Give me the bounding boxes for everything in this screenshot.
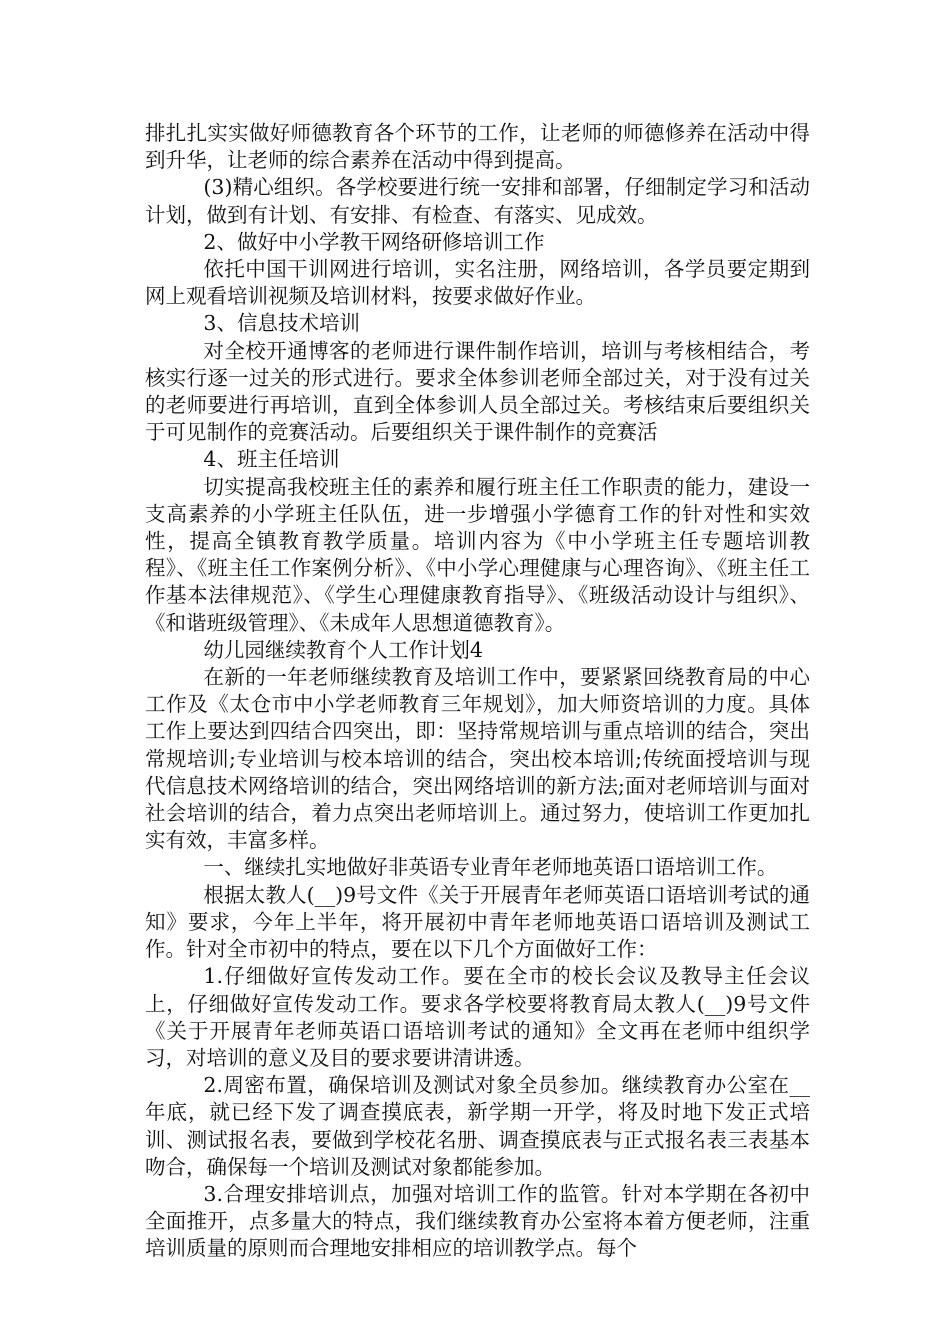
heading-work-plan-4: 幼儿园继续教育个人工作计划4 [203, 637, 483, 662]
paragraph-network-training: 依托中国干训网进行培训，实名注册，网络培训，各学员要定期到网上观看培训视频及培训材料，按要求做好作业。 [145, 257, 810, 309]
paragraph-arrangement: 2.周密布置，确保培训及测试对象全员参加。继续教育办公室在__年底，就已经下发了调查摸底表，新学期一开学，将及时地下发正式培训、测试报名表，要做到学校花名册、调查摸底表与正式报名表三表基本吻合，确保每一个培训及测试对象都能参加。 [145, 1073, 810, 1179]
paragraph-work-plan-intro: 在新的一年老师继续教育及培训工作中，要紧紧回绕教育局的中心工作及《太仓市中小学老师教育三年规划》，加大师资培训的力度。具体工作上要达到四结合四突出，即：坚持常规培训与重点培训的结合，突出常规培训;专业培训与校本培训的结合，突出校本培训;传统面授培训与现代信息技术网络培训的结合，突出网络培训的新方法;面对老师培训与面对社会培训的结合，着力点突出老师培训上。通过努力，使培训工作更加扎实有效，丰富多样。 [145, 665, 810, 853]
document-page [145, 120, 810, 1263]
paragraph-publicity: 1.仔细做好宣传发动工作。要在全市的校长会议及教导主任会议上，仔细做好宣传发动工作。要求各学校要将教育局太教人(__)9号文件《关于开展青年老师英语口语培训考试的通知》全文再在老师中组织学习，对培训的意义及目的要求要讲清讲透。 [145, 964, 810, 1070]
heading-network-training: 2、做好中小学教干网络研修培训工作 [203, 229, 545, 254]
heading-it-training: 3、信息技术培训 [203, 311, 360, 336]
heading-english-oral-training: 一、继续扎实地做好非英语专业青年老师地英语口语培训工作。 [203, 855, 778, 880]
paragraph-teacher-ethics-continuation: 排扎扎实实做好师德教育各个环节的工作，让老师的师德修养在活动中得到升华，让老师的综合素养在活动中得到提高。 [145, 121, 810, 173]
heading-class-teacher-training: 4、班主任培训 [203, 447, 340, 472]
paragraph-careful-organization: (3)精心组织。各学校要进行统一安排和部署，仔细制定学习和活动计划，做到有计划、有安排、有检查、有落实、见成效。 [145, 175, 810, 227]
paragraph-training-sites: 3.合理安排培训点，加强对培训工作的监管。针对本学期在各初中全面推开，点多量大的特点，我们继续教育办公室将本着方便老师，注重培训质量的原则而合理地安排相应的培训教学点。每个 [145, 1181, 810, 1261]
paragraph-english-oral-training: 根据太教人(__)9号文件《关于开展青年老师英语口语培训考试的通知》要求，今年上半年，将开展初中青年老师地英语口语培训及测试工作。针对全市初中的特点，要在以下几个方面做好工作： [145, 882, 810, 962]
paragraph-class-teacher-training: 切实提高我校班主任的素养和履行班主任工作职责的能力，建设一支高素养的小学班主任队伍，进一步增强小学德育工作的针对性和实效性，提高全镇教育教学质量。培训内容为《中小学班主任专题培训教程》、《班主任工作案例分析》、《中小学心理健康与心理咨询》、《班主任工作基本法律规范》、《学生心理健康教育指导》、《班级活动设计与组织》、《和谐班级管理》、《未成年人思想道德教育》。 [145, 474, 810, 635]
paragraph-it-training: 对全校开通博客的老师进行课件制作培训，培训与考核相结合，考核实行逐一过关的形式进行。要求全体参训老师全部过关，对于没有过关的老师要进行再培训，直到全体参训人员全部过关。考核结束后要组织关于可见制作的竞赛活动。后要组织关于课件制作的竞赛活 [145, 338, 810, 445]
